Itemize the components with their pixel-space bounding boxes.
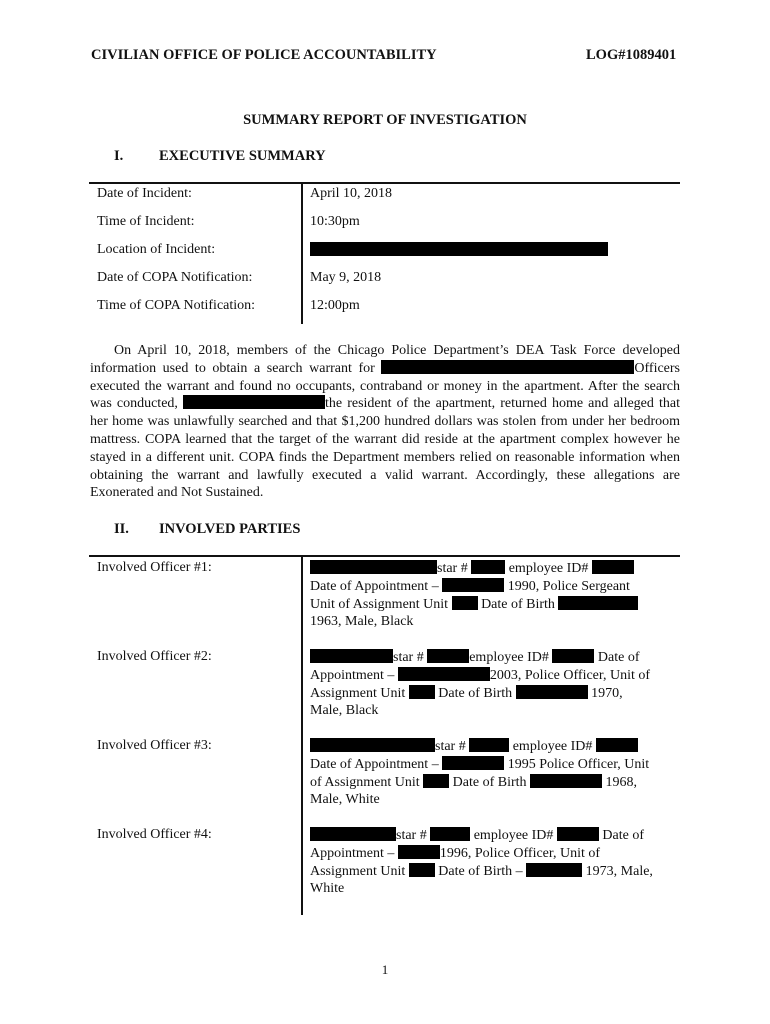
officer-details <box>310 738 675 809</box>
detail-text: 1968, <box>602 774 638 790</box>
detail-text: Male, Black <box>310 703 379 719</box>
detail-text: employee ID# <box>509 739 596 754</box>
summary-paragraph <box>90 342 680 502</box>
row-label: Location of Incident: <box>97 242 216 257</box>
officer-label: Involved Officer #2: <box>97 649 212 664</box>
detail-text: White <box>310 881 345 897</box>
redaction-bar <box>381 360 634 374</box>
redaction-bar <box>310 738 435 752</box>
redaction-bar <box>427 649 469 663</box>
detail-text: Appointment – <box>310 845 398 861</box>
section-title: INVOLVED PARTIES <box>159 521 301 537</box>
redaction-bar <box>310 649 393 663</box>
section-heading-involved-parties <box>114 521 300 538</box>
redaction-bar <box>592 560 634 574</box>
report-title: SUMMARY REPORT OF INVESTIGATION <box>243 112 527 128</box>
detail-text: Date of Birth <box>434 685 516 701</box>
table-top-rule <box>89 555 680 557</box>
detail-text: Date of Appointment – <box>310 756 443 772</box>
detail-text: Unit of Assignment Unit <box>310 596 452 612</box>
redaction-bar <box>530 774 602 788</box>
table-divider <box>301 557 303 915</box>
redaction-bar <box>398 845 440 859</box>
detail-text: 1973, Male, <box>582 863 653 879</box>
detail-text: 1990, Police Sergeant <box>504 578 630 594</box>
row-value: 10:30pm <box>310 214 360 229</box>
detail-text: 2003, Police Officer, Unit of <box>489 667 651 683</box>
page-number: 1 <box>381 962 389 977</box>
row-value: May 9, 2018 <box>310 270 382 285</box>
table-divider <box>301 184 303 324</box>
detail-text: of Assignment Unit <box>310 774 424 790</box>
detail-text: star # <box>396 828 431 843</box>
redaction-bar <box>452 596 478 610</box>
detail-text: star # <box>437 561 472 576</box>
redaction-bar <box>409 863 435 877</box>
detail-text: 1996, Police Officer, Unit of <box>439 845 601 861</box>
officer-label: Involved Officer #1: <box>97 560 212 575</box>
redaction-bar <box>183 395 325 409</box>
detail-text: 1995 Police Officer, Unit <box>504 756 650 772</box>
redaction-bar <box>398 667 490 681</box>
officer-details <box>310 827 675 898</box>
redaction-bar <box>310 827 396 841</box>
row-label: Time of Incident: <box>97 214 195 229</box>
detail-text: Appointment – <box>310 667 398 683</box>
location-value <box>310 242 608 259</box>
redaction-bar <box>471 560 505 574</box>
row-value: April 10, 2018 <box>310 186 393 201</box>
log-number: LOG#1089401 <box>586 47 677 63</box>
table-top-rule <box>89 182 680 184</box>
redaction-bar <box>516 685 588 699</box>
redaction-bar <box>310 560 437 574</box>
row-value: 12:00pm <box>310 298 360 313</box>
detail-text: Male, White <box>310 792 380 808</box>
redaction-bar <box>552 649 594 663</box>
section-number: I. <box>114 148 124 164</box>
redaction-bar <box>423 774 449 788</box>
detail-text: Date of Birth <box>449 774 531 790</box>
detail-text: Date of Birth – <box>434 863 527 879</box>
detail-text: employee ID# <box>505 561 592 576</box>
row-label: Date of Incident: <box>97 186 192 201</box>
redaction-bar <box>442 578 504 592</box>
detail-text: Date of <box>594 650 640 665</box>
officer-label: Involved Officer #4: <box>97 827 212 842</box>
detail-text: employee ID# <box>470 828 557 843</box>
redaction-bar <box>442 756 504 770</box>
redaction-bar <box>596 738 638 752</box>
section-title: EXECUTIVE SUMMARY <box>159 148 326 164</box>
section-number: II. <box>114 521 129 537</box>
detail-text: 1970, <box>587 685 623 701</box>
detail-text: star # <box>393 650 428 665</box>
detail-text: employee ID# <box>469 650 553 665</box>
detail-text: Date of Birth <box>477 596 559 612</box>
row-label: Date of COPA Notification: <box>97 270 253 285</box>
redaction-bar <box>526 863 582 877</box>
redaction-bar <box>469 738 509 752</box>
detail-text: Assignment Unit <box>310 685 409 701</box>
detail-text: Date of <box>598 828 645 843</box>
office-name: CIVILIAN OFFICE OF POLICE ACCOUNTABILITY <box>91 47 437 63</box>
detail-text: Assignment Unit <box>310 863 409 879</box>
detail-text: star # <box>435 739 470 754</box>
paragraph-text: the resident of the apartment, returned home and alleged that her home was unlawfully searched and that $1,200 hundred dollars was stolen from under her bedroom mattress. COPA learned that the target of the warrant did reside at the apartment complex however he stayed in a different unit. COPA finds the Department members relied on reasonable information when obtaining the warrant and lawfully executed a valid warrant. Accordingly, these allegations are Exonerated and Not Sustained. <box>90 396 680 501</box>
officer-details <box>310 560 675 631</box>
redaction-bar <box>557 827 599 841</box>
redaction-bar <box>409 685 435 699</box>
redaction-bar <box>310 242 608 256</box>
section-heading-executive-summary <box>114 148 326 165</box>
detail-text: Date of Appointment – <box>310 578 443 594</box>
paragraph-text: On April 10, 2018, members of the Chicago Police Department’s DEA Task Force developed information used to obtain a search warrant for <box>90 343 680 376</box>
paragraph-text: Officers executed the warrant and found no occupants, contraband or money in the apartment. After the search was conducted, <box>90 360 680 412</box>
officer-label: Involved Officer #3: <box>97 738 212 753</box>
officer-details <box>310 649 675 720</box>
detail-text: 1963, Male, Black <box>310 614 414 630</box>
redaction-bar <box>558 596 638 610</box>
redaction-bar <box>430 827 470 841</box>
row-label: Time of COPA Notification: <box>97 298 256 313</box>
